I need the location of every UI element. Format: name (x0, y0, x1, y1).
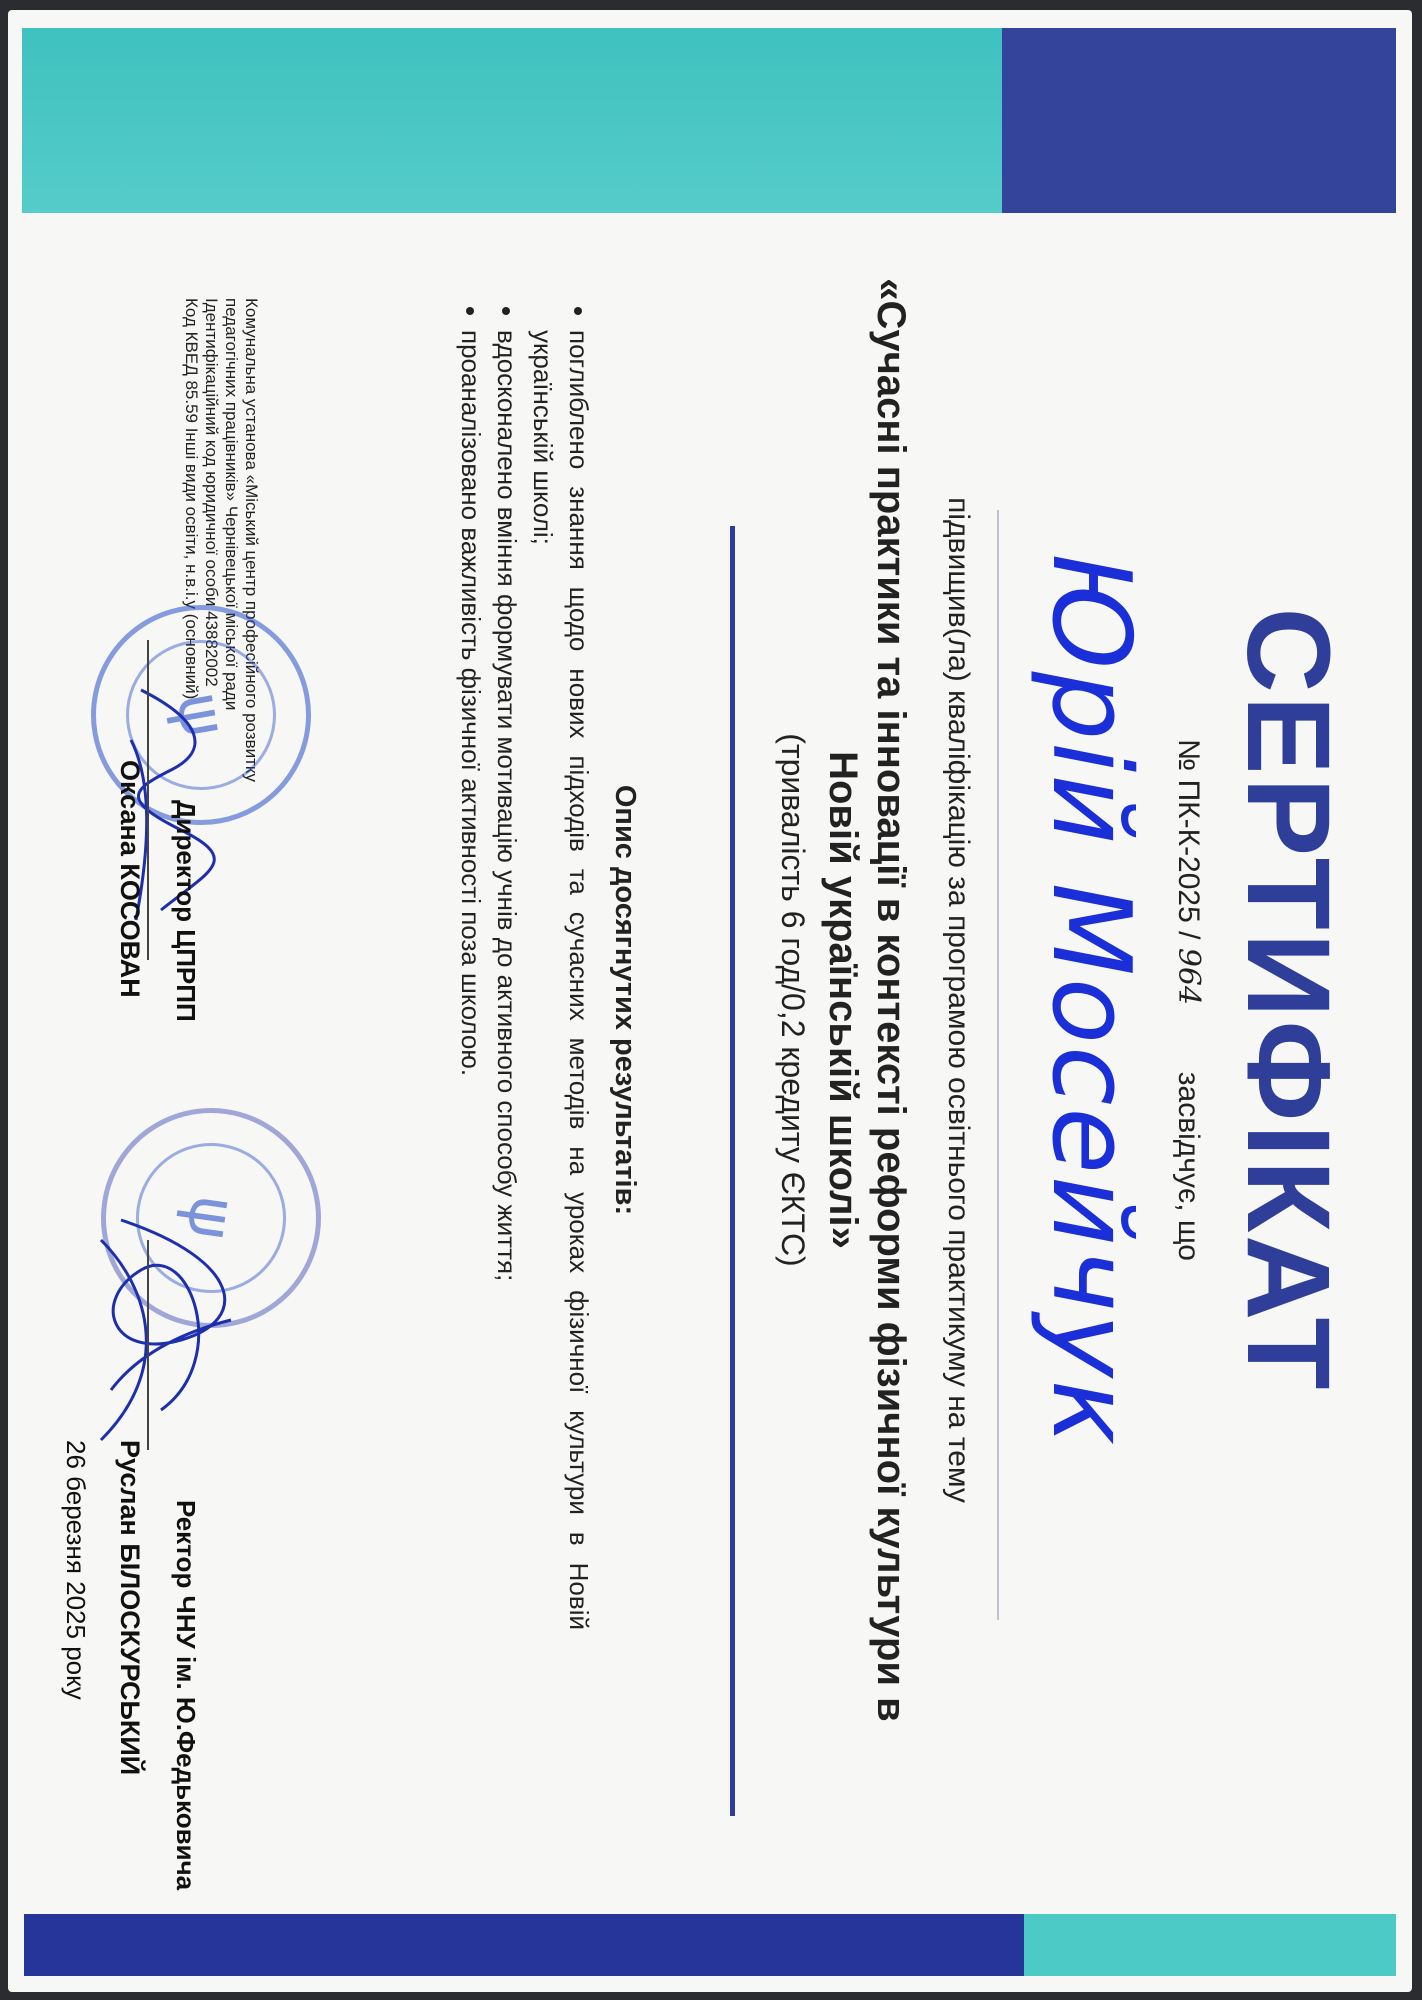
issue-date: 26 березня 2025 року (61, 1440, 91, 1700)
certificate-number: № ПК-К-2025 / (1172, 739, 1205, 940)
trident-icon: ψ (171, 1191, 251, 1245)
certificate-content (11, 40, 1411, 1960)
org-line: Комунальна установа «Міський центр професійного розвитку (242, 298, 261, 783)
certificate-title: СЕРТИФІКАТ (1222, 607, 1354, 1393)
section-divider (730, 526, 735, 1816)
trident-icon: ψ (160, 687, 242, 743)
rector-name: Руслан БІЛОСКУРСЬКИЙ (115, 1440, 145, 1776)
rector-signature (71, 1200, 271, 1460)
rector-signature-line (147, 1240, 149, 1450)
recipient-name-handwritten: Юрій Мосейчук (1028, 553, 1153, 1447)
results-list (453, 290, 597, 1630)
org-line: педагогічних працівників» Чернівецької міської ради (222, 298, 241, 711)
org-line: Код КВЕД 85.59 Інші види освіти, н.в.і.у (основний) (182, 298, 201, 700)
result-item: • поглиблено знання щодо нових підходів та сучасних методів на уроках фізичної культури в Новій українській школі; (525, 330, 597, 1630)
org-line: Ідентифікаційний код юридичної особи 43882002 (202, 298, 221, 687)
director-name: Оксана КОСОВАН (115, 760, 145, 998)
intro-text: підвищив(ла) кваліфікацію за програмою освітнього практикуму на тему (942, 497, 975, 1503)
results-heading: Опис досягнутих результатів: (609, 784, 641, 1216)
result-item: • проаналізовано важливість фізичної активності поза школою. (453, 330, 489, 1630)
result-item: • вдосконалено вміння формувати мотивацію учнів до активного способу життя; (489, 330, 525, 1630)
director-signature-line (147, 640, 149, 960)
certificate-number-line (1171, 40, 1206, 1960)
name-underline (997, 510, 999, 1620)
certificate-number-handwritten: 964 (1171, 947, 1206, 1006)
course-duration: (тривалість 6 год/0,2 кредиту ЄКТС) (775, 733, 811, 1267)
rector-title: Ректор ЧНУ ім. Ю.Федьковича (171, 1500, 201, 1891)
course-title: «Сучасні практики та інновації в контексті реформи фізичної культури в Новій українській школі» (821, 278, 913, 1722)
attests-text: засвідчує, що (1172, 1071, 1205, 1261)
director-title: Директор ЦПРПП (171, 800, 201, 1022)
